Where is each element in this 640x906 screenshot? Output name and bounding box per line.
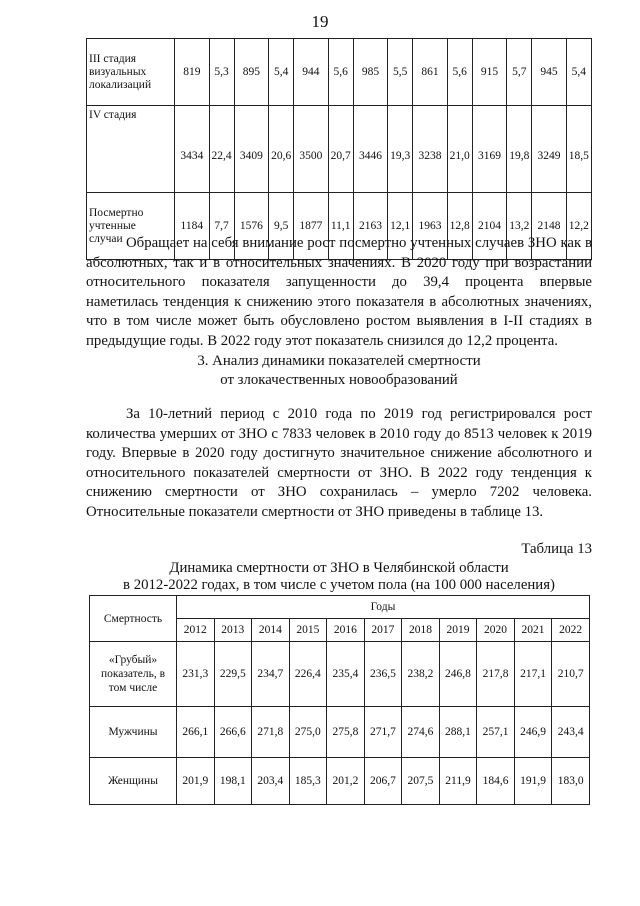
stage-cell: 5,6 [328,39,353,106]
mortality-cell: 184,6 [477,758,515,805]
mortality-row-label: Женщины [90,758,177,805]
stage-cell: 1963 [413,193,447,260]
page-number: 19 [311,12,329,31]
paragraph-1-text: Обращает на себя внимание рост посмертно учтенных случаев ЗНО как в абсолютных, так и в относительных значениях. В 2020 году при возрастании относительного показателя запущенности до 39,4 процента впервые наметилась тенденция к снижению этого показателя в абсолютных значениях, что в том числе может быть обусловлено ростом выявления в I-II стадиях в предыдущие годы. В 2022 году этот показатель снизился до 12,2 процента. [86,235,592,349]
mortality-table-row [90,758,590,805]
paragraph-mortality-trend [86,405,592,523]
mortality-table [89,595,590,805]
year-header-cell: 2020 [477,619,515,642]
mortality-row-header: Смертность [90,596,177,642]
mortality-cell: 246,9 [514,707,552,758]
mortality-cell: 274,6 [402,707,440,758]
mortality-cell: 238,2 [402,642,440,707]
mortality-cell: 198,1 [214,758,252,805]
mortality-cell: 234,7 [252,642,290,707]
years-header: Годы [177,596,590,619]
stage-cell: 11,1 [328,193,353,260]
mortality-cell: 201,2 [327,758,365,805]
stage-row-label: III стадия визуальных локализаций [87,39,175,106]
stage-cell: 5,4 [566,39,591,106]
stage-table-row [87,39,592,106]
year-header-cell: 2014 [252,619,290,642]
mortality-row-label: «Грубый» показатель, в том числе [90,642,177,707]
mortality-cell: 203,4 [252,758,290,805]
stage-row-label: Посмертно учтенные случаи [87,193,175,260]
mortality-cell: 206,7 [364,758,402,805]
stage-cell: 944 [294,39,328,106]
stage-cell: 2163 [353,193,387,260]
stage-cell: 819 [175,39,209,106]
stage-cell: 12,2 [566,193,591,260]
mortality-table-row [90,707,590,758]
section-heading-line-1: 3. Анализ динамики показателей смертности [197,353,481,369]
stage-table [86,38,592,260]
year-header-cell: 2016 [327,619,365,642]
section-heading-line-2: от злокачественных новообразований [220,372,458,388]
mortality-cell: 229,5 [214,642,252,707]
mortality-cell: 275,8 [327,707,365,758]
mortality-cell: 271,8 [252,707,290,758]
table-label: Таблица 13 [521,541,592,557]
stage-cell: 915 [472,39,506,106]
stage-cell: 985 [353,39,387,106]
table-caption-line-1: Динамика смертности от ЗНО в Челябинской области [169,560,509,576]
mortality-cell: 207,5 [402,758,440,805]
year-header-cell: 2017 [364,619,402,642]
year-header-cell: 2021 [514,619,552,642]
mortality-cell: 231,3 [177,642,215,707]
mortality-cell: 217,8 [477,642,515,707]
stage-cell: 3434 [175,106,209,193]
mortality-cell: 271,7 [364,707,402,758]
mortality-cell: 191,9 [514,758,552,805]
stage-cell: 19,3 [388,106,413,193]
stage-cell: 1576 [234,193,268,260]
mortality-cell: 275,0 [289,707,327,758]
stage-cell: 2104 [472,193,506,260]
stage-cell: 19,8 [507,106,532,193]
stage-cell: 5,6 [447,39,472,106]
mortality-cell: 211,9 [439,758,477,805]
stage-cell: 20,6 [269,106,294,193]
stage-cell: 1877 [294,193,328,260]
stage-cell: 9,5 [269,193,294,260]
stage-cell: 18,5 [566,106,591,193]
paragraph-posthumous-cases [86,234,592,352]
mortality-cell: 185,3 [289,758,327,805]
mortality-cell: 257,1 [477,707,515,758]
stage-cell: 3446 [353,106,387,193]
stage-cell: 21,0 [447,106,472,193]
stage-cell: 3409 [234,106,268,193]
mortality-cell: 201,9 [177,758,215,805]
table-caption-line-2: в 2012-2022 годах, в том числе с учетом пола (на 100 000 населения) [123,577,555,593]
mortality-cell: 226,4 [289,642,327,707]
mortality-row-label: Мужчины [90,707,177,758]
stage-cell: 1184 [175,193,209,260]
stage-cell: 3500 [294,106,328,193]
year-header-cell: 2018 [402,619,440,642]
table-caption [86,560,592,594]
stage-cell: 895 [234,39,268,106]
mortality-table-row [90,642,590,707]
stage-cell: 945 [532,39,566,106]
stage-cell: 13,2 [507,193,532,260]
stage-cell: 5,4 [269,39,294,106]
mortality-cell: 266,1 [177,707,215,758]
stage-cell: 7,7 [209,193,234,260]
stage-table-row [87,106,592,193]
year-header-cell: 2012 [177,619,215,642]
stage-cell: 5,7 [507,39,532,106]
year-header-cell: 2013 [214,619,252,642]
mortality-cell: 235,4 [327,642,365,707]
stage-cell: 3169 [472,106,506,193]
stage-cell: 12,1 [388,193,413,260]
stage-cell: 12,8 [447,193,472,260]
stage-cell: 5,5 [388,39,413,106]
stage-cell: 861 [413,39,447,106]
stage-cell: 3249 [532,106,566,193]
mortality-cell: 217,1 [514,642,552,707]
mortality-cell: 288,1 [439,707,477,758]
paragraph-2-text: За 10-летний период с 2010 года по 2019 год регистрировался рост количества умерших от ЗНО с 7833 человек в 2010 году до 8513 человек к 2019 году. Впервые в 2020 году достигнуто значительное снижение абсолютного и относительного показателей смертности от ЗНО. В 2022 году тенденция к снижению смертности от ЗНО сохранилась – умерло 7202 человека. Относительные показатели смертности от ЗНО приведены в таблице 13. [86,406,592,520]
stage-cell: 22,4 [209,106,234,193]
year-header-cell: 2015 [289,619,327,642]
year-header-cell: 2022 [552,619,590,642]
mortality-cell: 243,4 [552,707,590,758]
stage-cell: 20,7 [328,106,353,193]
mortality-cell: 210,7 [552,642,590,707]
stage-cell: 5,3 [209,39,234,106]
stage-row-label: IV стадия [87,106,175,193]
stage-cell: 3238 [413,106,447,193]
mortality-cell: 183,0 [552,758,590,805]
section-heading [86,352,592,390]
stage-cell: 2148 [532,193,566,260]
mortality-cell: 236,5 [364,642,402,707]
year-header-cell: 2019 [439,619,477,642]
mortality-cell: 266,6 [214,707,252,758]
mortality-cell: 246,8 [439,642,477,707]
